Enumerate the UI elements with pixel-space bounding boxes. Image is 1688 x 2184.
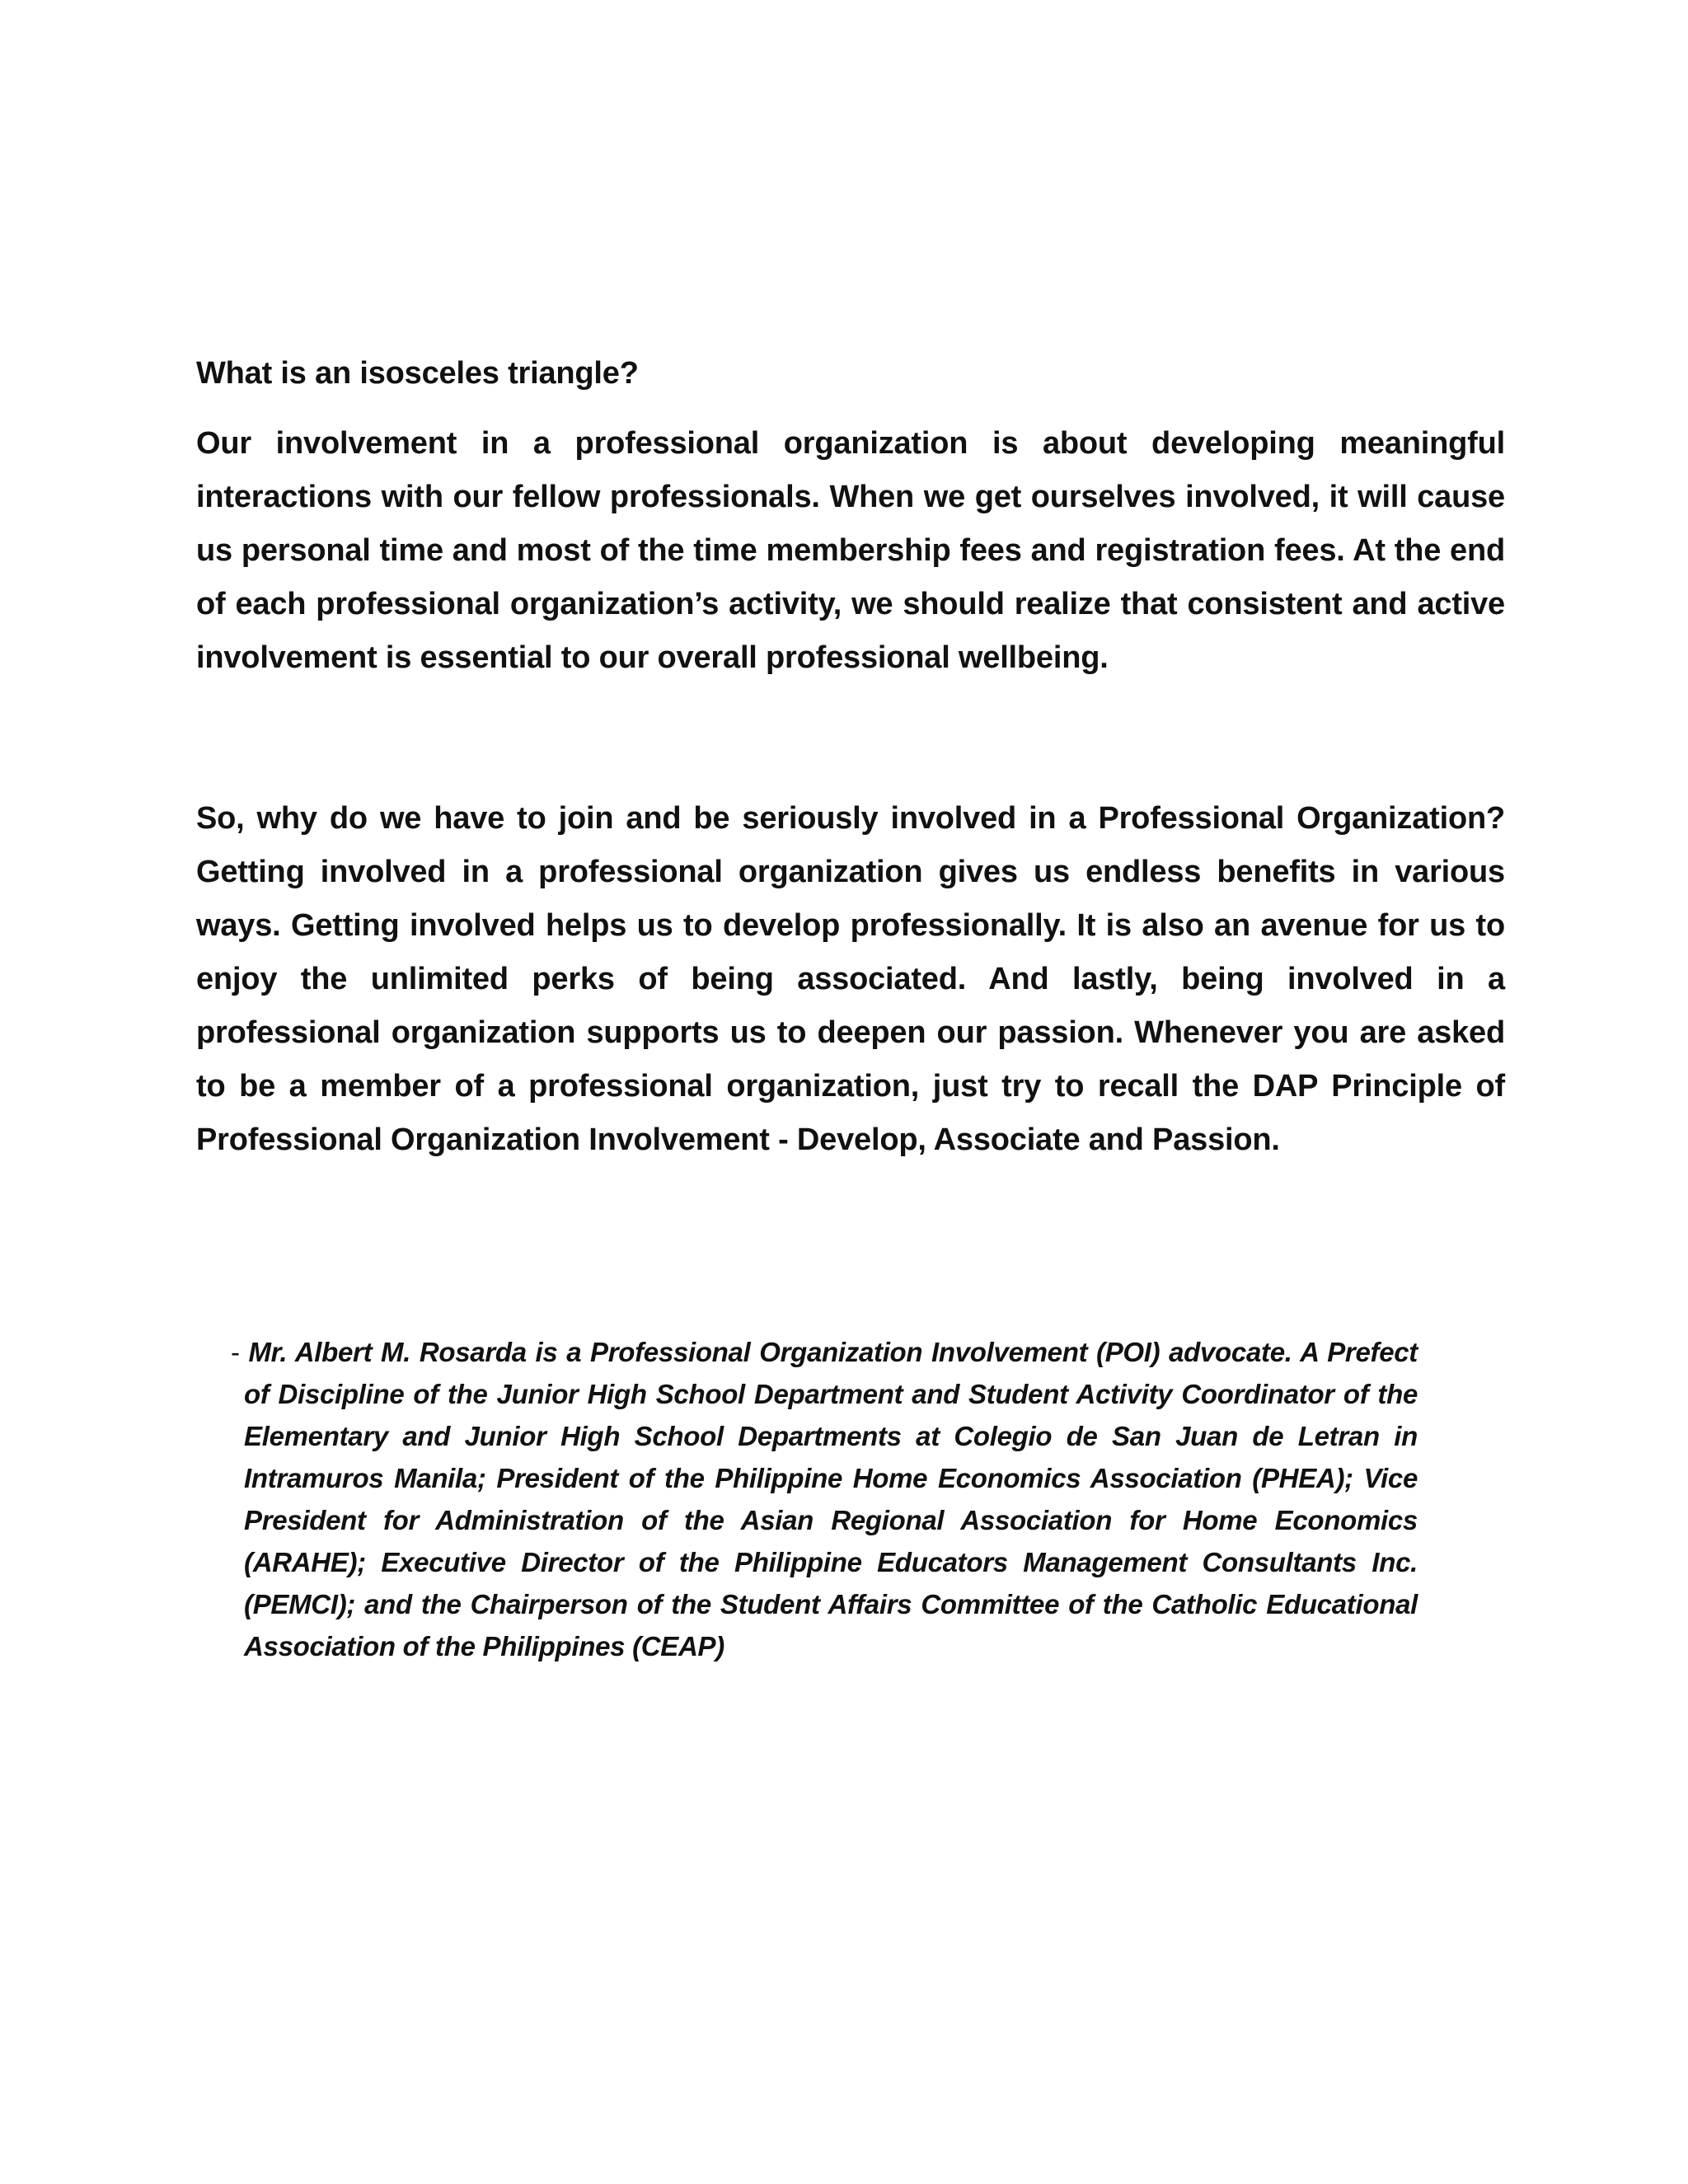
- author-note: [231, 1331, 1418, 1667]
- author-note-text: Mr. Albert M. Rosarda is a Professional Organization Involvement (POI) advocate. A Prefect of Discipline of the Junior High School Department and Student Activity Coordinator of the Elementary and Junior High School Departments at Colegio de San Juan de Letran in Intramuros Manila; President of the Philippine Home Economics Association (PHEA); Vice President for Administration of the Asian Regional Association for Home Economics (ARAHE); Executive Director of the Philippine Educators Management Consultants Inc. (PEMCI); and the Chairperson of the Student Affairs Committee of the Catholic Educational Association of the Philippines (CEAP): [244, 1337, 1418, 1661]
- paragraph-why-join: So, why do we have to join and be seriously involved in a Professional Organization? Getting involved in a professional organization gives us endless benefits in various ways. Getting involved helps us to develop professionally. It is also an avenue for us to enjoy the unlimited perks of being associated. And lastly, being involved in a professional organization supports us to deepen our passion. Whenever you are asked to be a member of a professional organization, just try to recall the DAP Principle of Professional Organization Involvement - Develop, Associate and Passion.: [196, 801, 1505, 1157]
- author-note-dash: -: [231, 1337, 249, 1367]
- paragraph-involvement: Our involvement in a professional organization is about developing meaningful interactions with our fellow professionals. When we get ourselves involved, it will cause us personal time and most of the time membership fees and registration fees. At the end of each professional organization’s activity, we should realize that consistent and active involvement is essential to our overall professional wellbeing.: [196, 426, 1505, 675]
- article-title: What is an isosceles triangle?: [196, 356, 639, 391]
- article-body: [196, 346, 1505, 1167]
